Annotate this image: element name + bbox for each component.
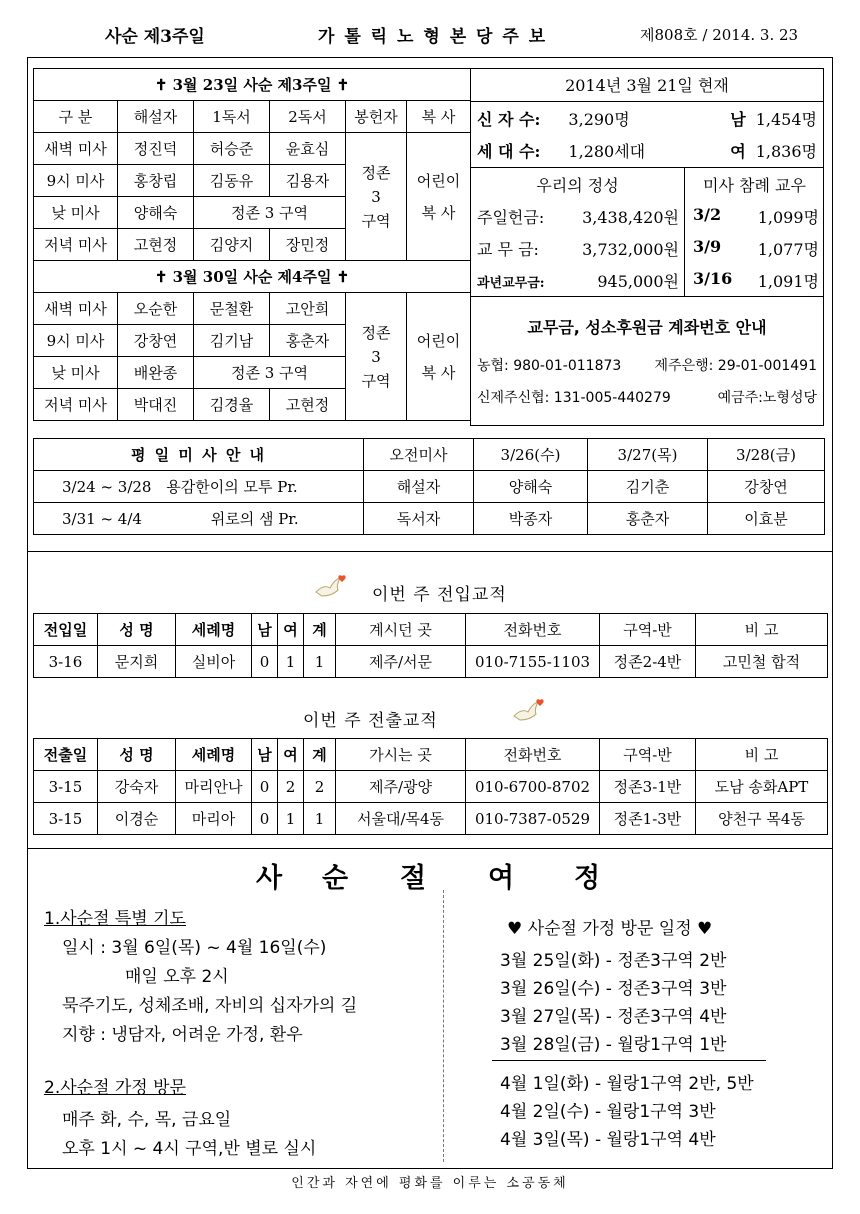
- footer-motto: 인간과 자연에 평화를 이루는 소공동체: [291, 1176, 569, 1191]
- priest-period: 3/31 ~ 4/4: [62, 510, 142, 528]
- am-mass-label: 오전미사: [364, 439, 474, 471]
- table-cell: 1: [278, 646, 304, 678]
- weekday-mass-title: 평 일 미 사 안 내: [34, 439, 364, 471]
- week1-offerer: [346, 133, 407, 261]
- table-cell: 2: [278, 771, 304, 803]
- priest-period: 3/24 ~ 3/28: [62, 478, 152, 496]
- account-nonghyup: 농협: 980-01-011873: [477, 358, 622, 374]
- prayer-line: 묵주기도, 성체조배, 자비의 십자가의 길: [62, 996, 358, 1016]
- column-divider: [443, 890, 444, 1162]
- week1-server: [407, 133, 471, 261]
- reading2: 장민정: [270, 229, 346, 261]
- commentator: 양해숙: [118, 197, 194, 229]
- table-cell: 3-16: [34, 646, 98, 678]
- visit-schedule-title: ♥ 사순절 가정 방문 일정 ♥: [507, 919, 713, 939]
- col-note: 비 고: [696, 739, 828, 771]
- col-total: 계: [304, 614, 336, 646]
- col-note: 비 고: [696, 614, 828, 646]
- offering-value: 945,000원: [597, 272, 679, 291]
- table-cell: 정존1-3반: [600, 803, 696, 835]
- offering-label: 과년교무금:: [477, 276, 545, 291]
- stats-as-of: 2014년 3월 21일 현재: [565, 76, 729, 95]
- offerer-line: 3: [371, 187, 381, 206]
- table-cell: 2: [304, 771, 336, 803]
- male-value: 1,454명: [755, 110, 817, 129]
- week2-title: ✝ 3월 30일 사순 제4주일 ✝: [34, 261, 471, 293]
- households-label: 세 대 수:: [477, 142, 541, 161]
- mass-label: 9시 미사: [34, 165, 118, 197]
- col-name: 성 명: [98, 614, 176, 646]
- commentator: 배완종: [118, 357, 194, 389]
- visit-line: 매주 화, 수, 목, 금요일: [62, 1110, 232, 1130]
- col-baptismal-name: 세례명: [176, 614, 252, 646]
- reading1: 김기남: [194, 325, 270, 357]
- commentator: 강창연: [118, 325, 194, 357]
- col-male: 남: [252, 614, 278, 646]
- commentator: 정진덕: [118, 133, 194, 165]
- account-shinhyup: 신제주신협: 131-005-440279: [477, 390, 671, 406]
- col-total: 계: [304, 739, 336, 771]
- table-cell: 0: [252, 646, 278, 678]
- schedule-item: 3월 26일(수) - 정존3구역 3반: [500, 979, 727, 999]
- col-female: 여: [278, 739, 304, 771]
- offering-title: 우리의 정성: [536, 176, 619, 195]
- weekday-date: 3/27(목): [588, 439, 708, 471]
- schedule-item: 4월 1일(화) - 월랑1구역 2반, 5반: [500, 1074, 754, 1094]
- attendance-count: 1,077명: [757, 240, 819, 259]
- offering-label: 교 무 금:: [477, 240, 539, 259]
- priest-name: 용감한이의 모투 Pr.: [166, 478, 298, 496]
- offering-row: [477, 205, 679, 228]
- commentator: 오순한: [118, 293, 194, 325]
- col-move-in-date: 전입일: [34, 614, 98, 646]
- priest-row: [34, 471, 364, 503]
- table-cell: 1: [278, 803, 304, 835]
- priest-row: [34, 503, 364, 535]
- week2-server: [407, 293, 471, 421]
- lent-title-char: 여: [488, 863, 515, 894]
- attendance-row: [693, 237, 819, 260]
- attendance-date: 3/2: [693, 205, 722, 224]
- reading1: 김양지: [194, 229, 270, 261]
- schedule-item: 4월 2일(수) - 월랑1구역 3반: [500, 1102, 716, 1122]
- table-cell: 양천구 목4동: [696, 803, 828, 835]
- reading1: 김동유: [194, 165, 270, 197]
- offerer-line: 구역: [361, 371, 391, 390]
- col-district: 구역-반: [600, 739, 696, 771]
- attendance-date: 3/9: [693, 237, 722, 256]
- mass-label: 낮 미사: [34, 197, 118, 229]
- weekday-mass-table: [33, 438, 825, 535]
- table-cell: 0: [252, 803, 278, 835]
- attendance-count: 1,091명: [757, 272, 819, 291]
- col-category: 구 분: [34, 101, 118, 133]
- weekday-role: 독서자: [364, 503, 474, 535]
- weekday-name: 양해숙: [474, 471, 588, 503]
- weekday-date: 3/28(금): [708, 439, 825, 471]
- mass-label: 저녁 미사: [34, 389, 118, 421]
- week2-offerer: [346, 293, 407, 421]
- schedule-item: 4월 3일(목) - 월랑1구역 4반: [500, 1130, 716, 1150]
- table-cell: 정존2-4반: [600, 646, 696, 678]
- attendance-count: 1,099명: [757, 208, 819, 227]
- believers-value: 3,290명: [568, 110, 630, 129]
- attendance-date: 3/16: [693, 269, 733, 288]
- households-value: 1,280세대: [568, 142, 646, 161]
- prayer-line: 일시 : 3월 6일(목) ~ 4월 16일(수): [62, 938, 327, 958]
- reading-merged: 정존 3 구역: [194, 357, 346, 389]
- visit-title: 2.사순절 가정 방문: [44, 1078, 186, 1098]
- households-row: [477, 139, 817, 162]
- table-cell: 010-7155-1103: [466, 646, 600, 678]
- mass-label: 낮 미사: [34, 357, 118, 389]
- reading2: 윤효심: [270, 133, 346, 165]
- weekday-name: 이효분: [708, 503, 825, 535]
- col-baptismal-name: 세례명: [176, 739, 252, 771]
- server-line: 복 사: [421, 363, 456, 382]
- move-out-table: [33, 738, 828, 835]
- move-in-title: 이번 주 전입교적: [372, 585, 507, 605]
- mass-label: 9시 미사: [34, 325, 118, 357]
- prayer-line: 매일 오후 2시: [125, 967, 229, 987]
- commentator: 홍창립: [118, 165, 194, 197]
- table-cell: 010-6700-8702: [466, 771, 600, 803]
- server-line: 어린이: [416, 331, 461, 350]
- weekday-name: 강창연: [708, 471, 825, 503]
- account-jeju-bank: 제주은행: 29-01-001491: [654, 358, 817, 374]
- col-reading2: 2독서: [270, 101, 346, 133]
- mass-label: 새벽 미사: [34, 133, 118, 165]
- priest-name: 위로의 샘 Pr.: [210, 510, 299, 528]
- col-reading1: 1독서: [194, 101, 270, 133]
- offering-row: [477, 269, 679, 292]
- offerer-line: 3: [371, 347, 381, 366]
- female-value: 1,836명: [755, 142, 817, 161]
- table-cell: 마리안나: [176, 771, 252, 803]
- weekday-name: 박종자: [474, 503, 588, 535]
- reading2: 홍춘자: [270, 325, 346, 357]
- offering-row: [477, 237, 679, 260]
- lent-title-char: 정: [574, 863, 601, 894]
- divider: [471, 101, 823, 102]
- reading1: 김경율: [194, 389, 270, 421]
- lent-title-char: 사: [256, 863, 283, 894]
- server-line: 복 사: [421, 203, 456, 222]
- table-cell: 3-15: [34, 803, 98, 835]
- weekday-name: 홍춘자: [588, 503, 708, 535]
- schedule-item: 3월 28일(금) - 월랑1구역 1반: [500, 1035, 727, 1055]
- schedule-divider: [492, 1060, 766, 1061]
- female-label: 여: [730, 142, 746, 161]
- male-label: 남: [730, 110, 746, 129]
- lent-title-char: 순: [322, 863, 349, 894]
- reading2: 김용자: [270, 165, 346, 197]
- attendance-row: [693, 205, 819, 228]
- offering-label: 주일헌금:: [477, 208, 545, 227]
- reading2: 고현정: [270, 389, 346, 421]
- prayer-title: 1.사순절 특별 기도: [44, 909, 186, 929]
- move-out-title: 이번 주 전출교적: [303, 711, 438, 731]
- account-row: [477, 355, 817, 375]
- offerer-line: 정존: [361, 163, 391, 182]
- schedule-item: 3월 27일(목) - 정존3구역 4반: [500, 1007, 727, 1027]
- col-commentator: 해설자: [118, 101, 194, 133]
- col-name: 성 명: [98, 739, 176, 771]
- move-in-table: [33, 613, 828, 678]
- account-holder: 예금주:노형성당: [717, 390, 817, 406]
- table-cell: 이경순: [98, 803, 176, 835]
- col-from: 계시던 곳: [336, 614, 466, 646]
- col-phone: 전화번호: [466, 614, 600, 646]
- prayer-line: 지향 : 냉담자, 어려운 가정, 환우: [62, 1025, 303, 1045]
- col-to: 가시는 곳: [336, 739, 466, 771]
- reading1: 허승준: [194, 133, 270, 165]
- table-cell: 강숙자: [98, 771, 176, 803]
- table-cell: 1: [304, 646, 336, 678]
- col-offerer: 봉헌자: [346, 101, 407, 133]
- week1-title: ✝ 3월 23일 사순 제3주일 ✝: [34, 69, 471, 101]
- table-cell: 제주/광양: [336, 771, 466, 803]
- reading-merged: 정존 3 구역: [194, 197, 346, 229]
- believers-row: [477, 107, 817, 130]
- attendance-title: 미사 참례 교우: [703, 176, 806, 195]
- col-district: 구역-반: [600, 614, 696, 646]
- server-line: 어린이: [416, 171, 461, 190]
- visit-line: 오후 1시 ~ 4시 구역,반 별로 실시: [62, 1139, 317, 1159]
- table-cell: 정존3-1반: [600, 771, 696, 803]
- dove-icon: [314, 574, 348, 600]
- section-divider: [27, 551, 833, 552]
- accounts-title: 교무금, 성소후원금 계좌번호 안내: [527, 318, 767, 337]
- believers-label: 신 자 수:: [477, 110, 541, 129]
- table-cell: 3-15: [34, 771, 98, 803]
- table-cell: 0: [252, 771, 278, 803]
- bulletin-title: 가 톨 릭 노 형 본 당 주 보: [318, 27, 548, 47]
- mass-label: 새벽 미사: [34, 293, 118, 325]
- offering-value: 3,438,420원: [582, 208, 679, 227]
- col-move-out-date: 전출일: [34, 739, 98, 771]
- table-cell: 1: [304, 803, 336, 835]
- weekday-date: 3/26(수): [474, 439, 588, 471]
- col-phone: 전화번호: [466, 739, 600, 771]
- table-cell: 마리아: [176, 803, 252, 835]
- dove-icon: [512, 698, 546, 724]
- mass-schedule-table: [33, 68, 471, 421]
- offerer-line: 정존: [361, 323, 391, 342]
- commentator: 박대진: [118, 389, 194, 421]
- stats-box: [470, 68, 824, 426]
- offerer-line: 구역: [361, 211, 391, 230]
- attendance-row: [693, 269, 819, 292]
- table-cell: 도남 송화APT: [696, 771, 828, 803]
- commentator: 고현정: [118, 229, 194, 261]
- table-cell: 고민철 합적: [696, 646, 828, 678]
- issue-number-date: 제808호 / 2014. 3. 23: [640, 26, 799, 44]
- weekday-name: 김기춘: [588, 471, 708, 503]
- col-male: 남: [252, 739, 278, 771]
- table-cell: 실비아: [176, 646, 252, 678]
- reading2: 고안희: [270, 293, 346, 325]
- table-cell: 문지희: [98, 646, 176, 678]
- mass-label: 저녁 미사: [34, 229, 118, 261]
- table-cell: 서울대/목4동: [336, 803, 466, 835]
- offering-value: 3,732,000원: [582, 240, 679, 259]
- reading1: 문철환: [194, 293, 270, 325]
- issue-week: 사순 제3주일: [105, 27, 205, 47]
- schedule-item: 3월 25일(화) - 정존3구역 2반: [500, 951, 727, 971]
- divider: [471, 296, 823, 297]
- divider: [471, 167, 823, 168]
- col-server: 복 사: [407, 101, 471, 133]
- table-cell: 010-7387-0529: [466, 803, 600, 835]
- table-cell: 제주/서문: [336, 646, 466, 678]
- section-divider: [27, 848, 833, 849]
- col-female: 여: [278, 614, 304, 646]
- lent-title-char: 절: [400, 863, 427, 894]
- weekday-role: 해설자: [364, 471, 474, 503]
- account-row: [477, 387, 817, 407]
